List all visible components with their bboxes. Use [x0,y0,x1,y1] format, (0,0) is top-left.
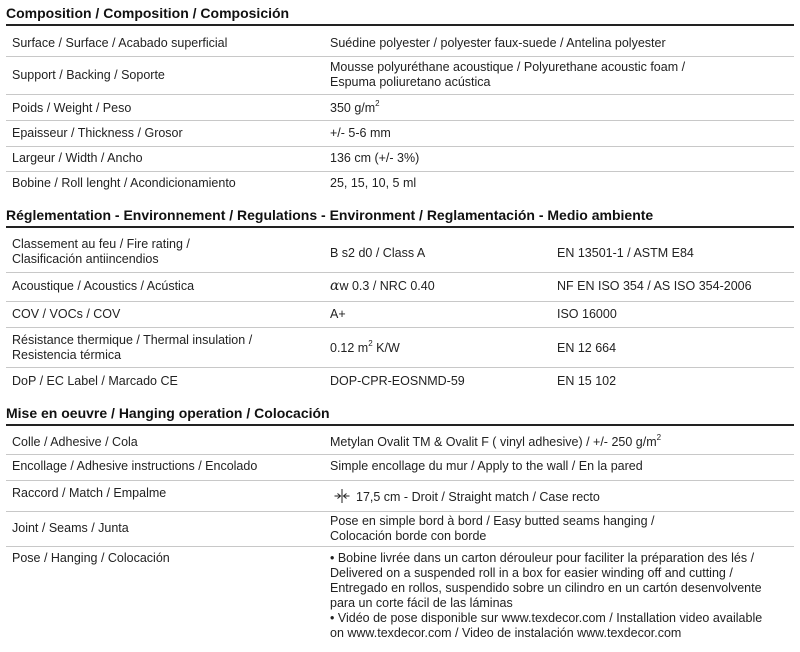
table-row [6,547,794,647]
value-line: Pose en simple bord à bord / Easy butted seams hanging / [330,514,655,528]
row-value: 25, 15, 10, 5 ml [330,176,417,190]
row-label [12,237,322,267]
alpha-symbol: α [330,278,340,294]
superscript: 2 [656,432,662,442]
row-value [330,551,792,641]
label-line: Clasificación antiincendios [12,252,159,266]
row-value: 136 cm (+/- 3%) [330,151,420,165]
row-value [330,489,780,505]
row-norm: NF EN ISO 354 / AS ISO 354-2006 [557,279,752,293]
table-row [6,121,794,147]
table-row [6,328,794,368]
table-row [6,232,794,273]
label-line: Classement au feu / Fire rating / [12,237,190,251]
row-value: B s2 d0 / Class A [330,246,426,260]
row-label: Largeur / Width / Ancho [12,151,143,165]
row-label: Acoustique / Acoustics / Acústica [12,279,195,293]
value-text: Metylan Ovalit TM & Ovalit F ( vinyl adhesive) / +/- 250 g/m [330,435,657,449]
value-unit: K/W [372,341,400,355]
value-line: Espuma poliuretano acústica [330,75,491,89]
row-label: Raccord / Match / Empalme [12,486,167,500]
row-value [330,279,550,294]
table-row [6,368,794,396]
table-row [6,481,794,512]
value-text: 0.3 / NRC 0.40 [348,279,435,293]
superscript: 2 [375,98,380,108]
value-text: 0.12 m [330,341,369,355]
row-label: Epaisseur / Thickness / Grosor [12,126,183,140]
value-text: 17,5 cm - Droit / Straight match / Case recto [356,490,600,504]
table-row [6,147,794,172]
row-value: A+ [330,307,346,321]
row-value [330,60,780,90]
value-line: Mousse polyuréthane acoustique / Polyurethane acoustic foam / [330,60,686,74]
row-label: Encollage / Adhesive instructions / Encolado [12,459,258,473]
table-row [6,455,794,481]
table-row [6,57,794,95]
row-label: Bobine / Roll lenght / Acondicionamiento [12,176,236,190]
value-line: • Bobine livrée dans un carton dérouleur pour faciliter la préparation des lés / [330,551,755,565]
table-row [6,273,794,302]
value-line: • Vidéo de pose disponible sur www.texdecor.com / Installation video available [330,611,763,625]
table-row [6,30,794,57]
row-label: DoP / EC Label / Marcado CE [12,374,178,388]
row-value [330,98,780,116]
value-line: Entregado en rollos, suspendido sobre un cilindro en un cartón desenvolvente [330,581,762,595]
label-line: Resistencia térmica [12,348,122,362]
row-label: Colle / Adhesive / Cola [12,435,138,449]
row-value: Suédine polyester / polyester faux-suede / Antelina polyester [330,36,666,50]
section-title-composition: Composition / Composition / Composición [6,4,794,26]
straight-match-icon [334,489,350,503]
row-label [12,333,322,363]
row-label: Joint / Seams / Junta [12,521,129,535]
row-value [330,338,550,356]
row-value: DOP-CPR-EOSNMD-59 [330,374,465,388]
table-row [6,430,794,455]
row-label: Pose / Hanging / Colocación [12,551,170,565]
row-value [330,432,780,450]
superscript: 2 [368,338,373,348]
row-value: +/- 5-6 mm [330,126,391,140]
row-norm: EN 13501-1 / ASTM E84 [557,246,694,260]
section-title-regulations: Réglementation - Environnement / Regulations - Environment / Reglamentación - Medio ambiente [6,206,794,228]
label-line: Résistance thermique / Thermal insulation / [12,333,253,347]
table-row [6,302,794,328]
value-line: on www.texdecor.com / Video de instalación www.texdecor.com [330,626,682,640]
row-value [330,514,780,544]
row-value: Simple encollage du mur / Apply to the wall / En la pared [330,459,643,473]
row-label: Surface / Surface / Acabado superficial [12,36,228,50]
row-label: Poids / Weight / Peso [12,101,132,115]
value-line: Colocación borde con borde [330,529,487,543]
table-row [6,512,794,547]
value-line: Delivered on a suspended roll in a box for easier winding off and cutting / [330,566,733,580]
row-norm: EN 15 102 [557,374,617,388]
row-norm: EN 12 664 [557,341,617,355]
table-row [6,95,794,121]
alpha-subscript: w [339,279,349,293]
row-label: Support / Backing / Soporte [12,68,165,82]
table-row [6,172,794,198]
value-text: 350 g/m [330,101,376,115]
value-line: para un corte fácil de las láminas [330,596,513,610]
row-norm: ISO 16000 [557,307,617,321]
section-title-hanging-operation: Mise en oeuvre / Hanging operation / Colocación [6,404,794,426]
row-label: COV / VOCs / COV [12,307,121,321]
